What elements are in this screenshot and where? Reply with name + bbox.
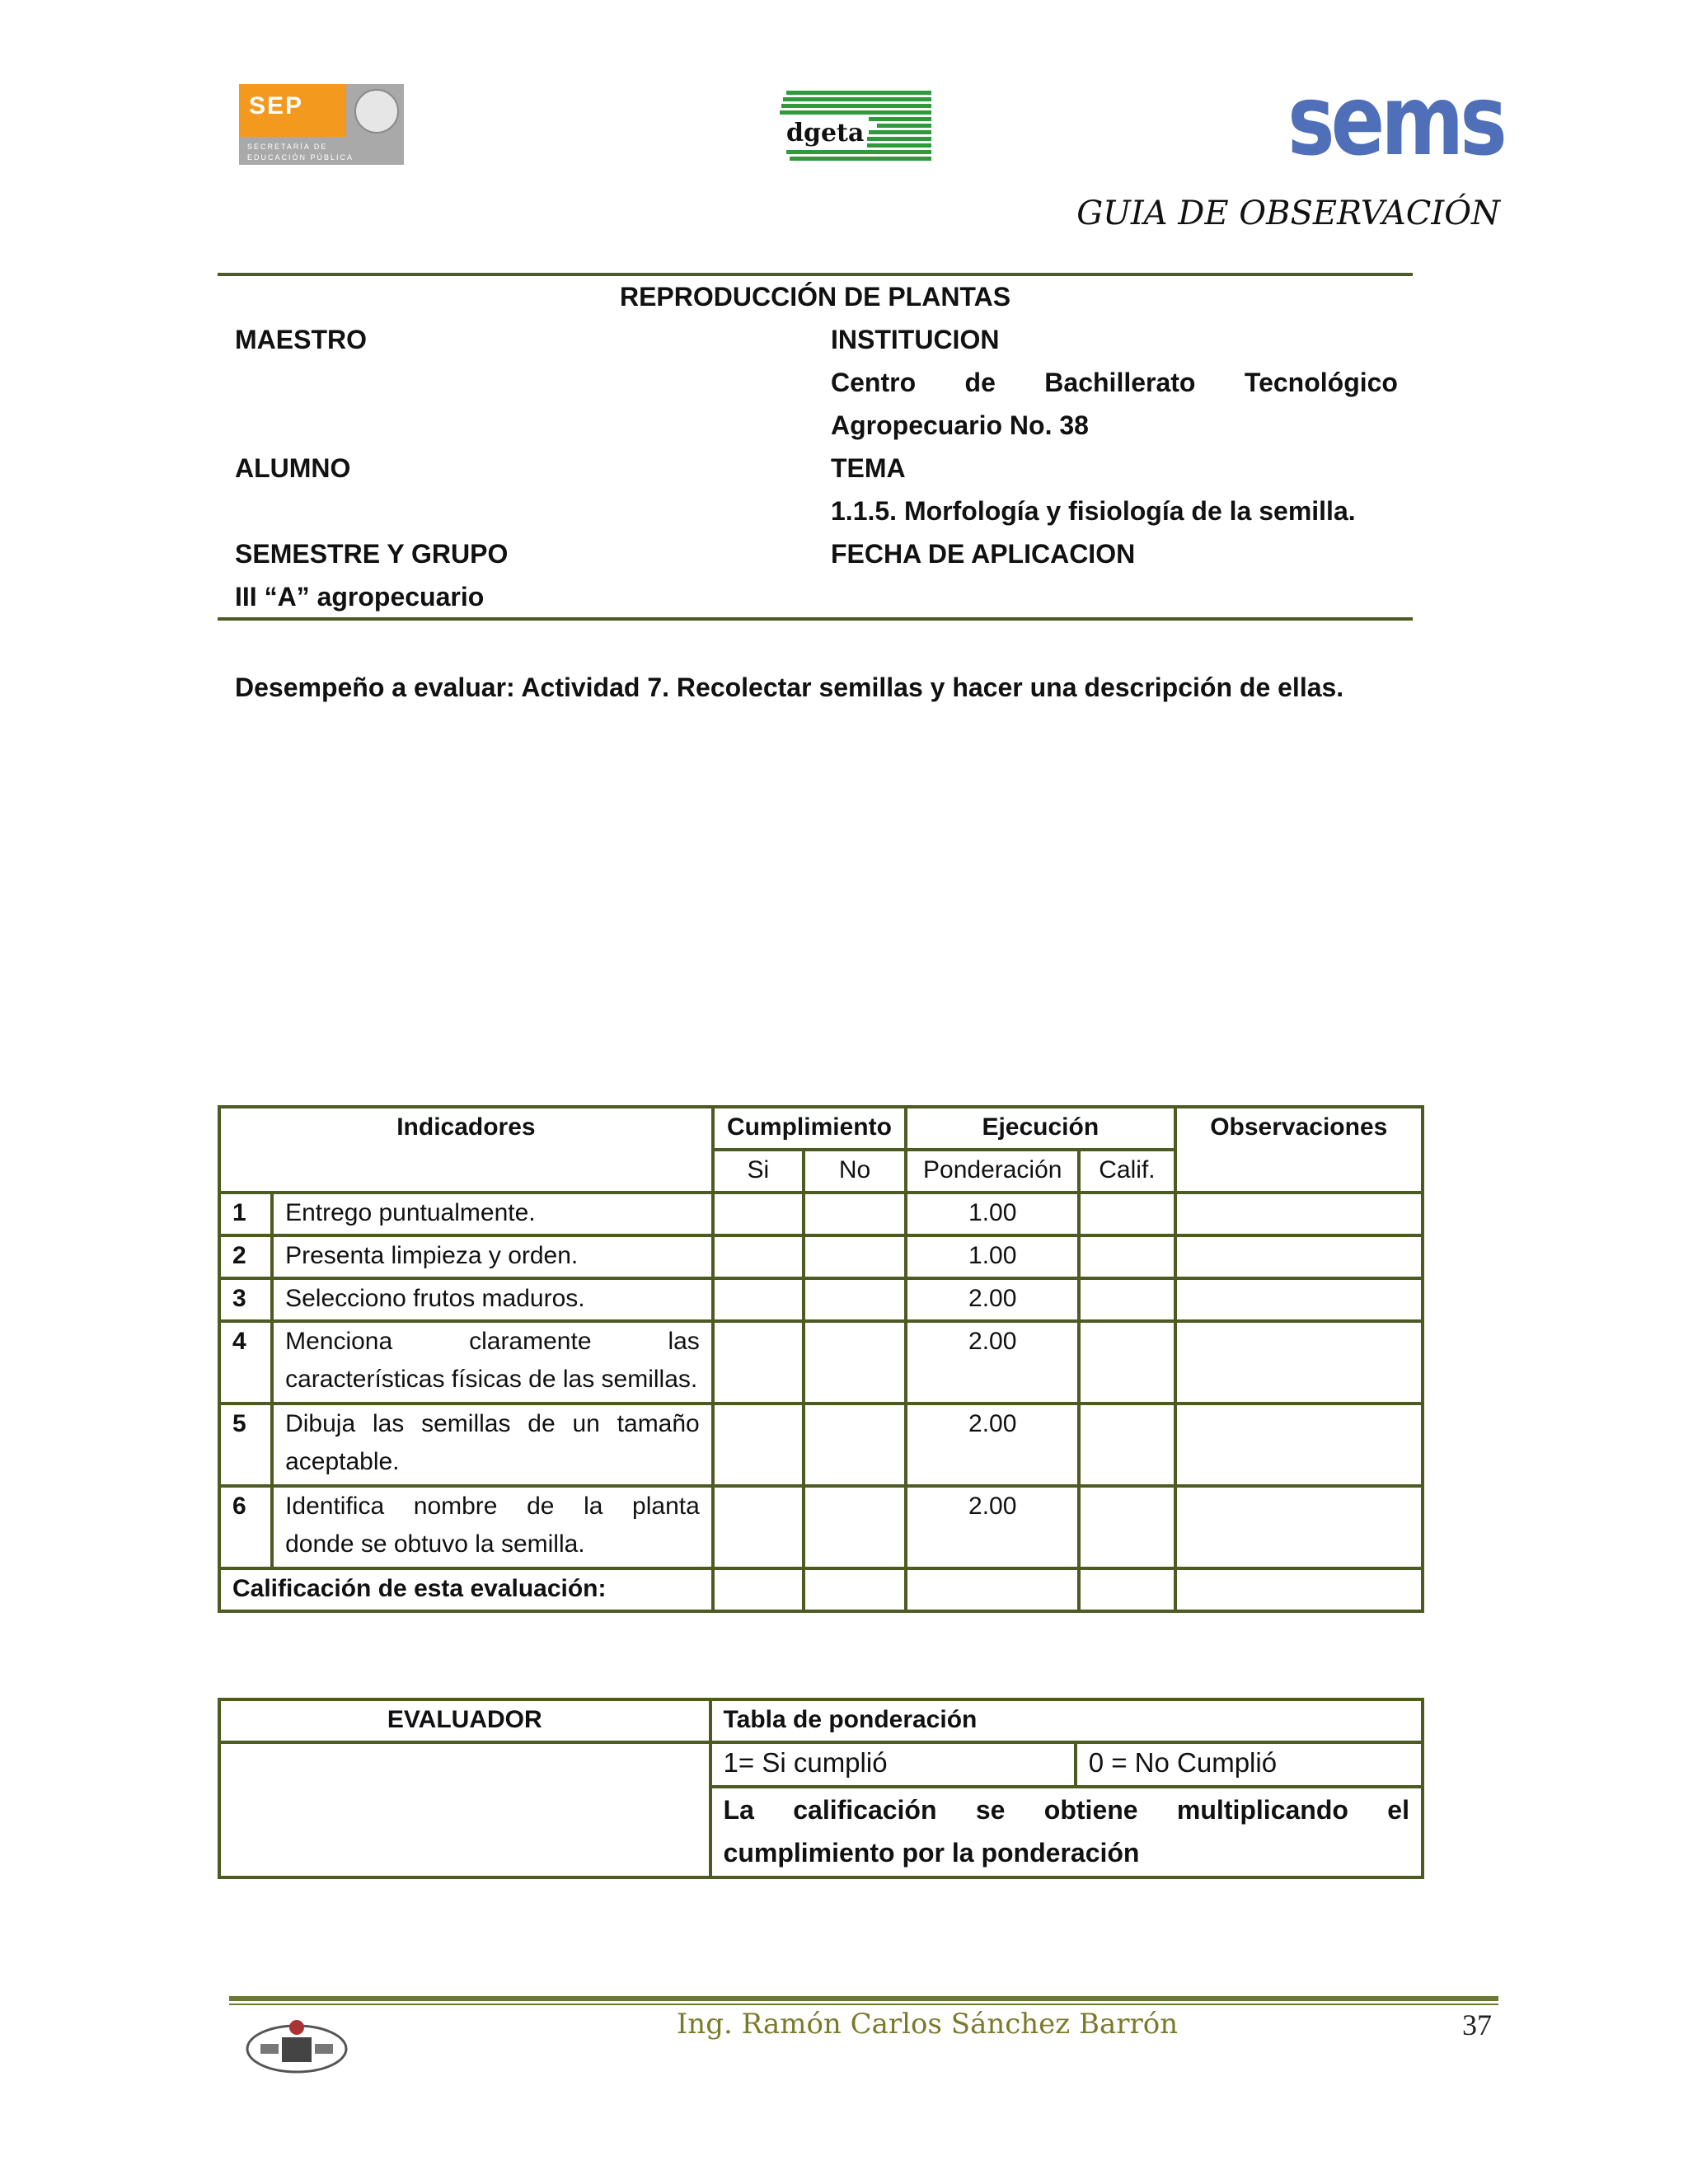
si-cell[interactable] bbox=[713, 1321, 804, 1404]
calif-cell[interactable] bbox=[1079, 1404, 1175, 1486]
ponderacion-cell: 1.00 bbox=[906, 1235, 1079, 1278]
table-row bbox=[219, 1404, 1423, 1486]
no-cell[interactable] bbox=[804, 1193, 906, 1235]
ponderacion-cell: 1.00 bbox=[906, 1193, 1079, 1235]
sub-si: Si bbox=[713, 1150, 804, 1193]
evaluation-table bbox=[218, 1105, 1424, 1613]
calif-cell[interactable] bbox=[1079, 1278, 1175, 1321]
row-number: 3 bbox=[219, 1278, 272, 1321]
col-cumplimiento: Cumplimiento bbox=[713, 1107, 906, 1150]
si-cell[interactable] bbox=[713, 1278, 804, 1321]
row-number: 5 bbox=[219, 1404, 272, 1486]
institucion-value-line1: Centro de Bachillerato Tecnológico bbox=[831, 368, 1398, 397]
total-no-cell[interactable] bbox=[804, 1568, 906, 1611]
row-indicator: Identifica nombre de la planta donde se obtuvo la semilla. bbox=[272, 1486, 713, 1568]
observaciones-cell[interactable] bbox=[1175, 1404, 1423, 1486]
weighting-table bbox=[218, 1698, 1424, 1879]
sub-ponderacion: Ponderación bbox=[906, 1150, 1079, 1193]
no-cell[interactable] bbox=[804, 1321, 906, 1404]
no-cell[interactable] bbox=[804, 1486, 906, 1568]
institucion-value-line2: Agropecuario No. 38 bbox=[831, 410, 1089, 440]
row-indicator: Entrego puntualmente. bbox=[272, 1193, 713, 1235]
header-bottom-rule bbox=[218, 617, 1413, 621]
row-number: 2 bbox=[219, 1235, 272, 1278]
sep-logo bbox=[239, 84, 404, 165]
total-observaciones-cell[interactable] bbox=[1175, 1568, 1423, 1611]
row-indicator: Menciona claramente las características físicas de las semillas. bbox=[272, 1321, 713, 1404]
si-cell[interactable] bbox=[713, 1486, 804, 1568]
no-cell[interactable] bbox=[804, 1404, 906, 1486]
ponderacion-cell: 2.00 bbox=[906, 1278, 1079, 1321]
calculation-note: La calificación se obtiene multiplicando el cumplimiento por la ponderación bbox=[710, 1787, 1423, 1877]
semestre-label: SEMESTRE Y GRUPO bbox=[235, 539, 509, 569]
table-row bbox=[219, 1235, 1423, 1278]
total-row bbox=[219, 1568, 1423, 1611]
calif-cell[interactable] bbox=[1079, 1235, 1175, 1278]
footer-rule-thick bbox=[229, 1996, 1498, 2001]
total-ponderacion-cell[interactable] bbox=[906, 1568, 1079, 1611]
guide-title: GUIA DE OBSERVACIÓN bbox=[1076, 194, 1500, 232]
performance-statement: Desempeño a evaluar: Actividad 7. Recolectar semillas y hacer una descripción de ellas. bbox=[235, 673, 1344, 702]
calif-cell[interactable] bbox=[1079, 1193, 1175, 1235]
sub-calif: Calif. bbox=[1079, 1150, 1175, 1193]
tema-label: TEMA bbox=[831, 453, 906, 483]
row-number: 1 bbox=[219, 1193, 272, 1235]
col-indicadores: Indicadores bbox=[219, 1107, 713, 1193]
si-cumplio-legend: 1= Si cumplió bbox=[710, 1742, 1076, 1787]
institucion-label: INSTITUCION bbox=[831, 325, 1000, 354]
mexico-seal-icon bbox=[354, 89, 399, 134]
row-indicator: Presenta limpieza y orden. bbox=[272, 1235, 713, 1278]
observaciones-cell[interactable] bbox=[1175, 1278, 1423, 1321]
calif-cell[interactable] bbox=[1079, 1321, 1175, 1404]
table-row bbox=[219, 1486, 1423, 1568]
footer-author: Ing. Ramón Carlos Sánchez Barrón bbox=[676, 2008, 1179, 2041]
total-si-cell[interactable] bbox=[713, 1568, 804, 1611]
maestro-label: MAESTRO bbox=[235, 325, 367, 354]
school-emblem-icon bbox=[244, 2016, 349, 2079]
si-cell[interactable] bbox=[713, 1404, 804, 1486]
sems-logo: sems bbox=[1287, 63, 1503, 177]
sep-logo-text: SEP bbox=[249, 92, 304, 120]
no-cell[interactable] bbox=[804, 1235, 906, 1278]
si-cell[interactable] bbox=[713, 1235, 804, 1278]
sep-logo-sub2: EDUCACIÓN PÚBLICA bbox=[247, 153, 354, 162]
observaciones-cell[interactable] bbox=[1175, 1193, 1423, 1235]
sep-logo-sub1: SECRETARÍA DE bbox=[247, 143, 328, 151]
ponderacion-cell: 2.00 bbox=[906, 1404, 1079, 1486]
evaluador-signature-cell[interactable] bbox=[219, 1742, 710, 1877]
observaciones-cell[interactable] bbox=[1175, 1321, 1423, 1404]
col-ejecucion: Ejecución bbox=[906, 1107, 1175, 1150]
evaluador-label: EVALUADOR bbox=[219, 1699, 710, 1742]
dgeta-logo-text: dgeta bbox=[783, 119, 867, 148]
ponderacion-cell: 2.00 bbox=[906, 1486, 1079, 1568]
row-number: 4 bbox=[219, 1321, 272, 1404]
sub-no: No bbox=[804, 1150, 906, 1193]
row-indicator: Dibuja las semillas de un tamaño aceptable. bbox=[272, 1404, 713, 1486]
fecha-label: FECHA DE APLICACION bbox=[831, 539, 1136, 569]
row-indicator: Selecciono frutos maduros. bbox=[272, 1278, 713, 1321]
total-label: Calificación de esta evaluación: bbox=[219, 1568, 713, 1611]
page-number: 37 bbox=[1462, 2008, 1492, 2041]
table-row bbox=[219, 1321, 1423, 1404]
observaciones-cell[interactable] bbox=[1175, 1486, 1423, 1568]
si-cell[interactable] bbox=[713, 1193, 804, 1235]
no-cumplio-legend: 0 = No Cumplió bbox=[1076, 1742, 1423, 1787]
row-number: 6 bbox=[219, 1486, 272, 1568]
semestre-value: III “A” agropecuario bbox=[235, 582, 485, 612]
col-observaciones: Observaciones bbox=[1175, 1107, 1423, 1193]
tema-value: 1.1.5. Morfología y fisiología de la semilla. bbox=[831, 496, 1356, 526]
tabla-ponderacion-label: Tabla de ponderación bbox=[710, 1699, 1423, 1742]
course-title: REPRODUCCIÓN DE PLANTAS bbox=[619, 282, 1011, 312]
total-calif-cell[interactable] bbox=[1079, 1568, 1175, 1611]
ponderacion-cell: 2.00 bbox=[906, 1321, 1079, 1404]
footer-rule-thin bbox=[229, 2004, 1498, 2005]
calif-cell[interactable] bbox=[1079, 1486, 1175, 1568]
dgeta-logo bbox=[778, 89, 931, 162]
observaciones-cell[interactable] bbox=[1175, 1235, 1423, 1278]
table-row bbox=[219, 1278, 1423, 1321]
table-row bbox=[219, 1193, 1423, 1235]
alumno-label: ALUMNO bbox=[235, 453, 351, 483]
no-cell[interactable] bbox=[804, 1278, 906, 1321]
